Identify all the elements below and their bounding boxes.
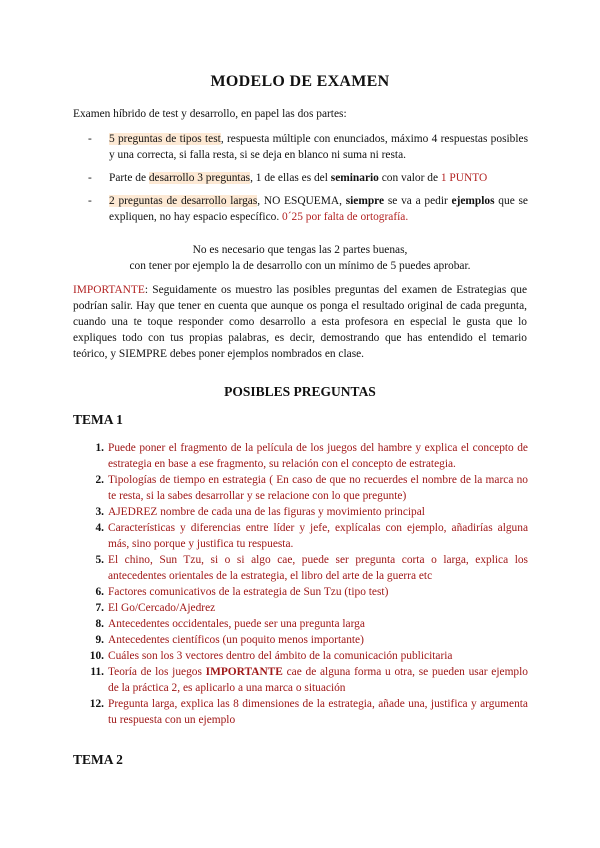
- bold-text: seminario: [330, 172, 379, 184]
- bold-text: siempre: [345, 195, 385, 207]
- highlight-text: desarrollo 3 preguntas: [148, 172, 251, 184]
- highlight-text: 5 preguntas de tipos test: [109, 133, 221, 145]
- bullet-text: , NO ESQUEMA,: [257, 195, 346, 207]
- question-text: Pregunta larga, explica las 8 dimensiones de la estrategia, añade una, justifica y argumenta tu respuesta con un ejemplo: [108, 698, 528, 726]
- question-number: 12.: [89, 698, 104, 710]
- question-text: AJEDREZ nombre de cada una de las figuras y movimiento principal: [108, 506, 425, 518]
- question-text: Características y diferencias entre líder y jefe, explícalas con ejemplo, añadirías alguna más, sino porque y justifica tu respuesta.: [108, 522, 528, 550]
- bullet-dash: -: [88, 172, 92, 184]
- question-text: Antecedentes científicos (un poquito menos importante): [108, 634, 364, 646]
- question-item: [80, 504, 528, 520]
- bullet-dash: -: [88, 133, 92, 145]
- question-text: Cuáles son los 3 vectores dentro del ámbito de la comunicación publicitaria: [108, 650, 453, 662]
- question-text: Teoría de los juegos: [108, 666, 206, 678]
- question-number: 2.: [95, 474, 104, 486]
- importante-paragraph: [73, 282, 527, 362]
- question-number: 6.: [95, 586, 104, 598]
- question-item: [80, 584, 528, 600]
- exam-structure-list: [88, 131, 528, 232]
- question-item: [80, 696, 528, 728]
- question-item: [80, 664, 528, 696]
- question-number: 1.: [95, 442, 104, 454]
- question-number: 9.: [95, 634, 104, 646]
- question-item: [80, 648, 528, 664]
- question-item: [80, 472, 528, 504]
- bullet-largas: [88, 193, 528, 225]
- intro-text: Examen híbrido de test y desarrollo, en papel las dos partes:: [73, 108, 347, 120]
- bold-text: ejemplos: [451, 195, 495, 207]
- bullet-text: se va a pedir: [384, 195, 452, 207]
- bullet-text: Parte de: [109, 172, 149, 184]
- questions-list: [80, 440, 528, 728]
- bullet-text: con valor de: [378, 172, 441, 184]
- question-text: Tipologías de tiempo en estrategia ( En caso de que no recuerdes el nombre de la marca no te resta, si la sabes desarrollar y se relacione con lo que pregunte): [108, 474, 528, 502]
- question-text: El chino, Sun Tzu, si o si algo cae, puede ser pregunta corta o larga, explica los antecedentes orientales de la estrategia, el libro del arte de la guerra etc: [108, 554, 528, 582]
- question-number: 4.: [95, 522, 104, 534]
- document-title: MODELO DE EXAMEN: [210, 73, 390, 90]
- tema-1-heading: TEMA 1: [73, 412, 123, 427]
- note-line-2: con tener por ejemplo la de desarrollo con un mínimo de 5 puedes aprobar.: [129, 260, 471, 272]
- question-item: [80, 600, 528, 616]
- question-item: [80, 616, 528, 632]
- question-number: 3.: [95, 506, 104, 518]
- question-bold-text: IMPORTANTE: [205, 666, 283, 678]
- question-number: 8.: [95, 618, 104, 630]
- question-text: Factores comunicativos de la estrategia de Sun Tzu (tipo test): [108, 586, 389, 598]
- highlight-text: 2 preguntas de desarrollo largas: [109, 195, 258, 207]
- question-number: 5.: [95, 554, 104, 566]
- question-text: El Go/Cercado/Ajedrez: [108, 602, 216, 614]
- importante-label: IMPORTANTE: [73, 284, 145, 296]
- question-number: 10.: [89, 650, 104, 662]
- note-line-1: No es necesario que tengas las 2 partes buenas,: [192, 244, 408, 256]
- bullet-dash: -: [88, 195, 92, 207]
- importante-text: : Seguidamente os muestro las posibles preguntas del examen de Estrategias que podrían salir. Hay que tener en cuenta que aunque os ponga el resultado original de cada pregunta, cuando una te toque responder como desarrollo a esta profesora en especial le gusta que lo expliques todo con tus propias palabras, es decir, demostrando que has entendido el temario teórico, y SIEMPRE debes poner ejemplos nombrados en clase.: [73, 284, 527, 360]
- question-text: Puede poner el fragmento de la película de los juegos del hambre y explica el concepto de estrategia en base a ese fragmento, su relación con el concepto de estrategia.: [108, 442, 528, 470]
- question-number: 7.: [95, 602, 104, 614]
- question-item: [80, 520, 528, 552]
- tema-2-heading: TEMA 2: [73, 752, 123, 767]
- question-text: Antecedentes occidentales, puede ser una pregunta larga: [108, 618, 365, 630]
- bullet-test: [88, 131, 528, 163]
- bullet-text: , respuesta múltiple con enunciados, máximo 4 respuestas posibles y una correcta, si falla resta, si se deja en blanco ni suma ni resta.: [109, 133, 529, 161]
- question-item: [80, 552, 528, 584]
- bullet-text: , 1 de ellas es del: [250, 172, 331, 184]
- section-title: POSIBLES PREGUNTAS: [224, 384, 376, 399]
- question-item: [80, 632, 528, 648]
- bullet-text: que se expliquen, no hay espacio específico.: [109, 195, 528, 223]
- question-item: [80, 440, 528, 472]
- red-text: 0´25 por falta de ortografía.: [282, 211, 409, 223]
- question-text: cae de alguna forma u otra, se pueden usar ejemplo de la práctica 2, es aplicarlo a una marca o situación: [108, 666, 528, 694]
- red-text: 1 PUNTO: [440, 172, 488, 184]
- bullet-desarrollo: [88, 170, 528, 186]
- question-number: 11.: [90, 666, 104, 678]
